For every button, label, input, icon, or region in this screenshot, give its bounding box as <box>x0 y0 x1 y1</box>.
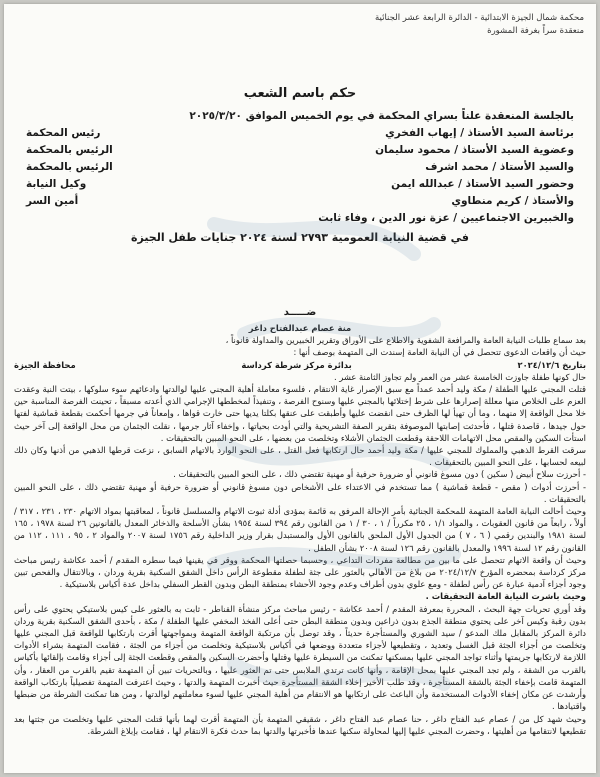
member2-role: الرئيس بالمحكمة <box>26 161 113 173</box>
age-line: حال كونها طفلة جاوزت الخامسة عشر من العمر ولم تجاوز الثامنة عشر . <box>333 371 586 382</box>
charge-weapon: - أحرزت سلاح أبيض ( سكين ) دون مسوغ قانوني أو ضرورة حرفية أو مهنية تقتضي ذلك ، على النحو المبين بالتحقيقات . <box>173 469 586 480</box>
presiding-name: برئاسة السيد الأستاذ / إيهاب الفخري <box>385 127 574 139</box>
prosecution-role: وكيل النيابة <box>26 178 87 190</box>
member1-name: وعضوية السيد الأستاذ / محمود سليمان <box>375 144 574 156</box>
para-facts: حيث أن واقعات الدعوى تتحصل في أن النيابة العامة إسندت الى المتهمة بوصف أنها : <box>293 347 586 358</box>
charge-tools: - أحرزت أدوات ( مقص - قطعة قماشية ) مما تستخدم في الاعتداء على الأشخاص دون مسوغ قانوني أو ضرورة حرفية أو مهنية تقتضي ذلك ، على النحو المبين بالتحقيقات . <box>14 481 586 504</box>
clerk-row <box>26 193 574 210</box>
session-date: بالجلسة المنعقدة علناً بسراي المحكمة في يوم الخميس الموافق ٢٠٢٥/٣/٢٠ <box>189 110 574 122</box>
closing-paragraph: وحيث شهد كل من / عصام عبد الفتاح داغر ، حنا عصام عبد الفتاح داغر ، شقيقي المتهمة بأن المتهمة أقرت لهما بأنها قتلت المجني عليها وتخلصت من جثتها بعد تقطيعها لانتقامها من أهليتها ، وحضرت المجني عليها إليها لمحاولة سكنها عندها فأخبرتها والدتها بما حدث فكرة الانتقام لها ، فقامت بإبلاغ الشرطة. <box>14 713 586 736</box>
police-station: بدائرة مركز شرطة كرداسة <box>241 359 352 370</box>
court-name: محكمة شمال الجيزة الابتدائية - الدائرة الرابعة عشر الجنائية <box>374 13 584 23</box>
clerk-role: أمين السر <box>26 195 79 207</box>
prosecution-row <box>26 176 574 193</box>
para-hearing: بعد سماع طلبات النيابة العامة والمرافعة الشفوية والاطلاع على الأوراق وتقرير الخبيرين والمداولة قانوناً ، <box>225 335 586 346</box>
incident-date: بتاريخ ٢٠٢٤/١٢/٦ <box>517 359 586 370</box>
judgment-document <box>4 4 596 773</box>
member1-role: الرئيس بالمحكمة <box>26 144 113 156</box>
arraignment-paragraph: وحيث أن واقعة الاتهام تتحصل على ما بين من مطالعة مفردات التداعي ، وحسبما حصلتها المحكمة ووقر في يقينها فيما سطره المقدم / أحمد عكاشة رئيس مباحث مركز كرداسة بمحضره المؤرخ ٢٠٢٤/١٢/٧ من بلاغ من الأهالي بالعثور على جثة لطفلة مقطوعة الرأس داخل الشقق السكنية بقرية وردان ، وبالانتقال والفحص تبين وجود أجزاء آدمية عبارة عن رأس لطفلة - ومع علوي بدون أطراف وعدم وجود الأحشاء بمنطقة البطن وبدون القطر السفلي بداخل عدة أكياس بلاستيكية . <box>14 554 586 590</box>
against-heading: ضـــــد <box>283 307 317 318</box>
presiding-role: رئيس المحكمة <box>26 127 101 139</box>
testimony-paragraph: وقد أوري تحريات جهة البحث ، المحررة بمعرفة المقدم / أحمد عكاشة - رئيس مباحث مركز منشأة القناطر - ثابت به بالعثور على كيس بلاستيكي يحتوي على رأس بدون رقبة وكيس آخر على يحتوي منطقة الجذع بدون ذراعين وبدون منطقة البطن حتى أعلى الفخذ المخفي عليها الطفلة / مكة ، بأحدى الشقق السكنية بقرية وردان دائرة المركز بالمقابل ملك المدعو / سيد الشوري والمستأجرة حديثاً ، وقد توصل بأن مرتكبة الواقعة المتهمة وبمواجهتها أقرت بارتكابها للواقعة قبل المجني عليها وتخلصت من أجزاء الجثة قبل الغسل وتعديد ، وتقطيعها لأجزاء متعددة ووضعها في أكياس بلاستيكية وتخلصت من أجزاء من الجثة ، فقامت المتهمة بشراء الأدوات اللازمة لارتكابها جريمتها وأثناء تواجد المجني عليها بمسكنها تمكنت من السيطرة عليها وقتلها وأحضرت السكين والمقص وقطعت الجثة إلى أجزاء وقامت بإلقائها بأكياس بالقرب من الشقة ، ولم تجد المجني عليها بمحل الإقامة ، وأنها كانت ترتدي الملابس حتى تم العثور عليها ، وبالتحريات تبين أن المتهمة تقيم بالقرب من العقار ، وأن المتهمة قامت بإخفاء الجثة بالشقة المستأجرة ، وقد طلب الأخير إخلاء الشقة المستأجرة حيث أخبرت المتهمة والدتها ، وحيث اعترفت المتهمة تفصيلياً بارتكاب الواقعة وأرشدت عن مكان إخفاء الأدوات المستخدمة وأن الباعث على ارتكابها هو الانتقام من أهلية المجني عليها لسوء معاملتهم لوالدتها ، ومن هنا تمكنت الشرطة من ضبطها واقتيادها . <box>14 603 586 712</box>
member2-row <box>26 159 574 176</box>
judgment-title: حكم باسم الشعب <box>243 86 357 101</box>
governorate: محافظة الجيزة <box>14 359 76 370</box>
session-block <box>26 108 574 246</box>
experts-line: والخبيرين الاجتماعيين / عزة نور الدين ، وفاء ثابت <box>318 212 574 224</box>
session-type: منعقدة سراً بغرفة المشورة <box>487 26 584 36</box>
court-header <box>284 12 584 38</box>
member2-name: والسيد الأستاذ / محمد اشرف <box>425 161 574 173</box>
investigation-heading: وحيث باشرت النيابة العامة التحقيقات . <box>425 591 586 602</box>
member1-row <box>26 142 574 159</box>
judgment-body <box>14 322 586 765</box>
clerk-name: والأستاذ / كريم منطاوي <box>451 195 574 207</box>
charge-theft: سرقت القرط الذهبي والمملوك للمجني عليها / مكة وليد أحمد حال ارتكابها فعل القتل ، على النحو الوارد بالاتهام السابق ، نزعت قرطها الذهبي من أذنها وكان ذلك لبيعه لحسابها ، على النحو المبين بالتحقيقات . <box>14 445 586 468</box>
presiding-row <box>26 125 574 142</box>
prosecution-name: وحضور السيد الأستاذ / عبدالله ايمن <box>391 178 574 190</box>
case-number: في قضية النيابة العمومية ٢٧٩٣ لسنة ٢٠٢٤ جنايات طفل الجيزة <box>130 231 469 244</box>
accused-name: منة عصام عبدالفتاح داغر <box>248 323 352 333</box>
date-location-row <box>14 359 586 371</box>
charge-murder: قتلت المجني عليها الطفلة / مكة وليد أحمد عمداً مع سبق الإصرار غاية الانتقام ، فلسوء معاملة أهلية المجني عليها لوالدتها وادعائهم سوء سلوكها ، بيتت النية وعقدت العزم على الخلاص منها معللة إصرارها على شرط إختلائها بالمجني عليها وسنوح الفرصة ، وتنفيذاً لمخططها الإجرامي الذي أعدته مسبقاً ، تحينت الفرصة المناسبة حين خلا محل الواقعة إلا منهما ، وما أن تهيأ لها الظرف حتى انقضت عليها وأطبقت على عنقها بكلتا يديها حتى خارت قواها ، وإمعاناً في جرمها أحكمت بقطعة قماشية لفتها حول جيدها ، قاصدة قتلها ، فأحدثت إصابتها الموصوفة بتقرير الصفة التشريحية والتي أودت بحياتها ، وإخفاء آثار جرمها ، نقلت الجثمان من محل الواقعة إلى آخر حيث استأت السكين والمقص محل الاتهامات اللاحقة وقطعت الجثمان الأشلاء وتخلصت من بعضها ، على النحو المبين بالتحقيقات . <box>14 384 586 443</box>
referral-paragraph: وحيث أحالت النيابة العامة المتهمة للمحكمة الجنائية بأمر الإحالة المرفق به قائمة بمؤدى أدلة ثبوت الاتهام والمسلسل قانوناً ، لمعاقبتها بمواد الاتهام ٢٣٠ ، ٢٣١ ، ٣١٧ / أولاً ، رابعاً من قانون العقوبات ، والمواد ١/١ ، ٢٥ مكرراً / ١ ، ٣٠ / ١ من القانون رقم ٣٩٤ لسنة ١٩٥٤ بشأن الأسلحة والذخائر المعدل بالقانونين ٢٦ لسنة ١٩٧٨ ، ١٦٥ لسنة ١٩٨١ والبندين رقمي ( ٦ ، ٧ ) من الجدول الأول الملحق بالقانون الأول والمستبدل بقرار وزير الداخلية رقم ١٧٥٦ لسنة ٢٠٠٧ والمواد ٢ ، ٩٥ ، ١١١ ، ١١٢ من القانون رقم ١٢ لسنة ١٩٩٦ والمعدل بالقانون رقم ١٢٦ لسنة ٢٠٠٨ بشأن الطفل . <box>14 506 586 553</box>
